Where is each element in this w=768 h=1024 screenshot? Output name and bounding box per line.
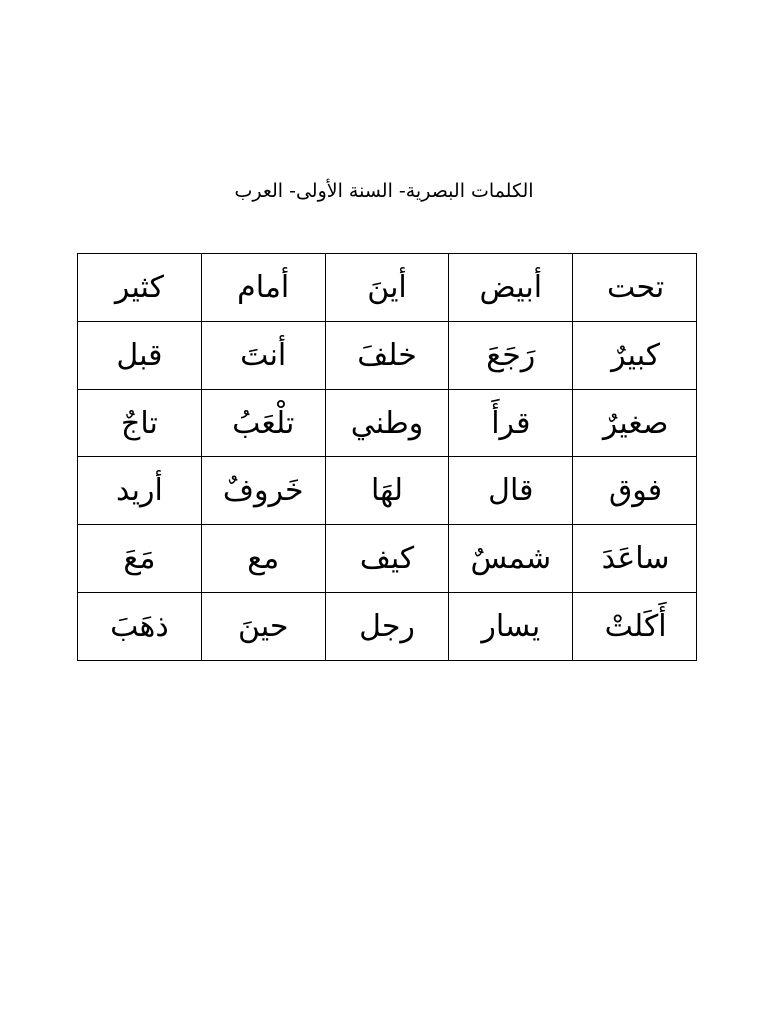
table-cell: أَكَلتْ	[573, 593, 697, 661]
table-row	[78, 525, 697, 593]
table-row	[78, 254, 697, 322]
table-cell: قال	[449, 457, 573, 525]
table-cell: أنتَ	[201, 321, 325, 389]
table-row	[78, 457, 697, 525]
table-cell: تلْعَبُ	[201, 389, 325, 457]
table-cell: شمسٌ	[449, 525, 573, 593]
sight-words-table	[77, 253, 697, 661]
table-cell: فوق	[573, 457, 697, 525]
table-cell: أبيض	[449, 254, 573, 322]
table-cell: أريد	[78, 457, 202, 525]
table-cell: رَجَعَ	[449, 321, 573, 389]
table-cell: ذهَبَ	[78, 593, 202, 661]
table-cell: أينَ	[325, 254, 449, 322]
table-cell: خلفَ	[325, 321, 449, 389]
table-cell: قبل	[78, 321, 202, 389]
page-title: الكلمات البصرية- السنة الأولى- العرب	[234, 180, 534, 202]
table-row	[78, 321, 697, 389]
table-row	[78, 389, 697, 457]
table-cell: تاجٌ	[78, 389, 202, 457]
table-cell: حينَ	[201, 593, 325, 661]
table-cell: كثير	[78, 254, 202, 322]
table-cell: تحت	[573, 254, 697, 322]
table-cell: كيف	[325, 525, 449, 593]
table-cell: مع	[201, 525, 325, 593]
table-cell: رجل	[325, 593, 449, 661]
table-cell: كبيرٌ	[573, 321, 697, 389]
table-cell: مَعَ	[78, 525, 202, 593]
table-cell: ساعَدَ	[573, 525, 697, 593]
table-cell: لهَا	[325, 457, 449, 525]
table-cell: خَروفٌ	[201, 457, 325, 525]
table-cell: صغيرٌ	[573, 389, 697, 457]
table-cell: وطني	[325, 389, 449, 457]
table-cell: يسار	[449, 593, 573, 661]
table-row	[78, 593, 697, 661]
table-cell: أمام	[201, 254, 325, 322]
table-cell: قرأَ	[449, 389, 573, 457]
